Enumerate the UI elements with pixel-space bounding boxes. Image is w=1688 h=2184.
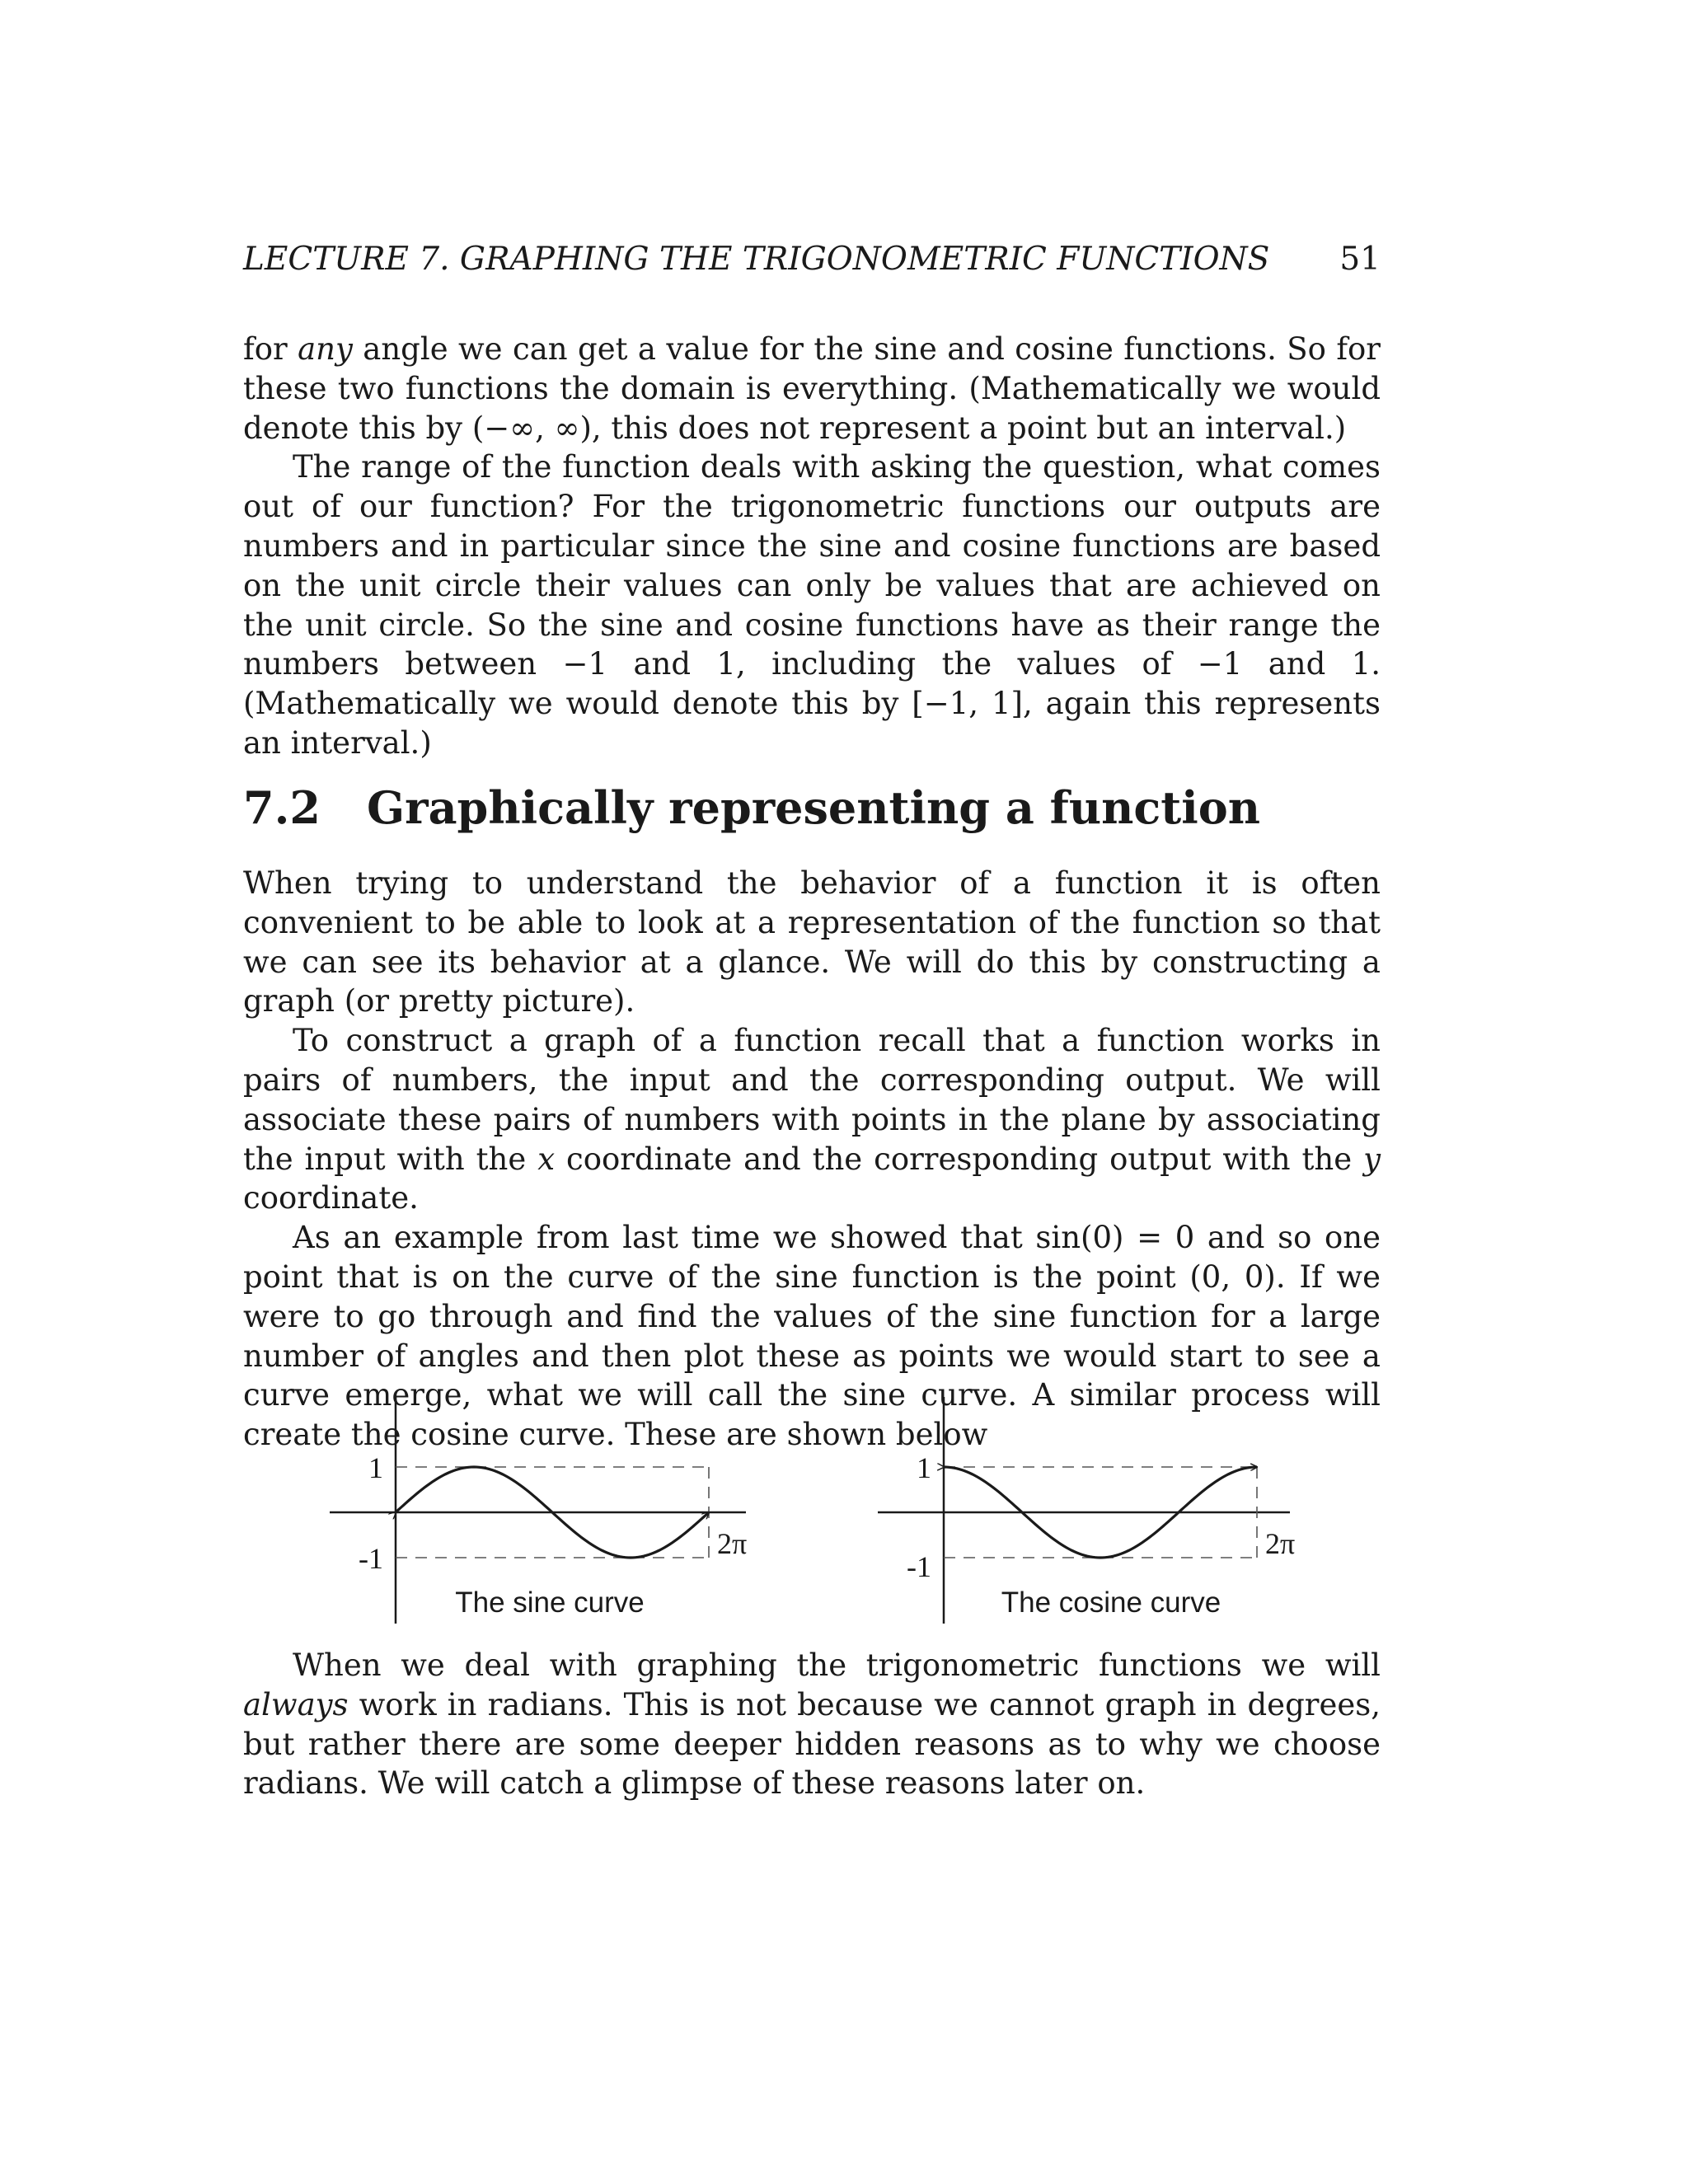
variable-y: y bbox=[1363, 1141, 1381, 1177]
paragraph: The range of the function deals with asking the question, what comes out of our function? For the trigonometric functions our outputs are numbers and in particular since the sine and cosine functions are based on the unit circle their values can only be values that are achieved on the unit circle. So the sine and cosine functions have as their range the numbers between −1 and 1, including the values of −1 and 1. (Mathematically we would denote this by [−1, 1], again this represents an interval.) bbox=[243, 449, 1381, 761]
y-tick-label-1: 1 bbox=[917, 1451, 931, 1484]
paragraph: When trying to understand the behavior of a function it is often convenient to be able to look at a representation of the function so that we can see its behavior at a glance. We will do this by constructing a graph (or pretty picture). bbox=[243, 865, 1381, 1019]
section-title: Graphically representing a function bbox=[367, 781, 1260, 834]
paragraph: As an example from last time we showed that sin(0) = 0 and so one point that is on the curve of the sine function is the point (0, 0). If we were to go through and find the values of the sine function for a large number of angles and then plot these as points we would start to see a curve emerge, what we will call the sine curve. A similar process will create the cosine curve. These are shown below bbox=[243, 1220, 1381, 1453]
y-tick-label-1: 1 bbox=[368, 1451, 383, 1484]
paragraph: for any angle we can get a value for the sine and cosine functions. So for these two functions the domain is everything. (Mathematically we would denote this by (−∞, ∞), this does not represent a point but an interval.) bbox=[243, 331, 1381, 446]
page-number: 51 bbox=[1339, 241, 1381, 278]
y-tick-label-minus-1: -1 bbox=[907, 1550, 931, 1583]
cosine-graph bbox=[878, 1397, 1295, 1624]
emphasis: any bbox=[298, 331, 353, 367]
closing-text-block bbox=[243, 1646, 1381, 1803]
sine-curve-caption: The sine curve bbox=[455, 1586, 645, 1619]
section-heading bbox=[243, 781, 1260, 834]
trig-graphs bbox=[243, 1360, 1381, 1624]
trig-figure bbox=[243, 1360, 1381, 1624]
cosine-curve-caption: The cosine curve bbox=[1001, 1586, 1221, 1619]
sine-graph bbox=[330, 1397, 747, 1624]
x-tick-label-2pi: 2π bbox=[717, 1527, 748, 1560]
x-tick-label-2pi: 2π bbox=[1265, 1527, 1296, 1560]
paragraph: When we deal with graphing the trigonometric functions we will always work in radians. This is not because we cannot graph in degrees, but rather there are some deeper hidden reasons as to why we choose radians. We will catch a glimpse of these reasons later on. bbox=[243, 1647, 1381, 1802]
section-number: 7.2 bbox=[243, 781, 321, 834]
y-tick-label-minus-1: -1 bbox=[359, 1542, 383, 1575]
intro-text-block bbox=[243, 330, 1381, 763]
paragraph: To construct a graph of a function recall that a function works in pairs of numbers, the input and the corresponding output. We will associate these pairs of numbers with points in the plane by associating the input with the x coordinate and the corresponding output with the y coordinate. bbox=[243, 1023, 1381, 1216]
variable-x: x bbox=[537, 1141, 556, 1177]
running-title: LECTURE 7. GRAPHING THE TRIGONOMETRIC FUNCTIONS bbox=[243, 241, 1270, 278]
emphasis: always bbox=[243, 1686, 349, 1722]
running-header bbox=[243, 241, 1381, 282]
